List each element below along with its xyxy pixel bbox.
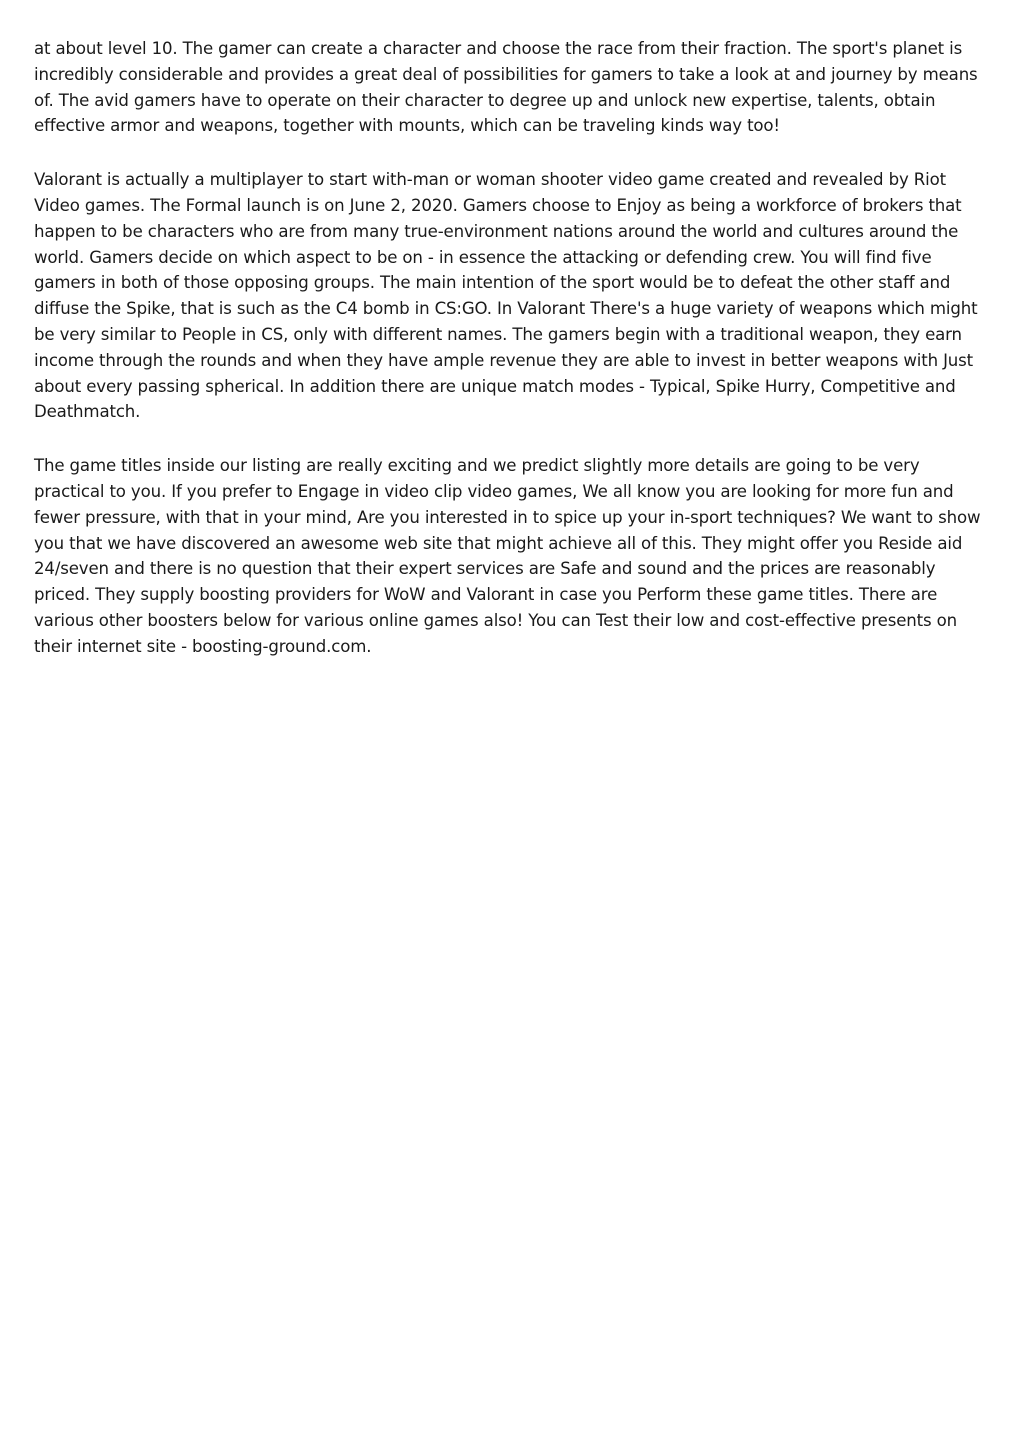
paragraph-wow-intro: at about level 10. The gamer can create a character and choose the race from their fraction. The sport's planet is incredibly considerable and provides a great deal of possibilities for gamers to take a look at and journey by means of. The avid gamers have to operate on their character to degree up and unlock new expertise, talents, obtain effective armor and weapons, together with mounts, which can be traveling kinds way too! <box>34 39 978 136</box>
paragraph-boosting: The game titles inside our listing are really exciting and we predict slightly more details are going to be very practical to you. If you prefer to Engage in video clip video games, We all know you are looking for more fun and fewer pressure, with that in your mind, Are you interested in to spice up your in-sport techniques? We want to show you that we have discovered an awesome web site that might achieve all of this. They might offer you Reside aid 24/seven and there is no question that their expert services are Safe and sound and the prices are reasonably priced. They supply boosting providers for WoW and Valorant in case you Perform these game titles. There are various other boosters below for various online games also! You can Test their low and cost-effective presents on their internet site - boosting-ground.com. <box>34 456 981 656</box>
document-page <box>34 36 990 688</box>
paragraph-valorant: Valorant is actually a multiplayer to start with-man or woman shooter video game created and revealed by Riot Video games. The Formal launch is on June 2, 2020. Gamers choose to Enjoy as being a workforce of brokers that happen to be characters who are from many true-environment nations around the world and cultures around the world. Gamers decide on which aspect to be on - in essence the attacking or defending crew. You will find five gamers in both of those opposing groups. The main intention of the sport would be to defeat the other staff and diffuse the Spike, that is such as the C4 bomb in CS:GO. In Valorant There's a huge variety of weapons which might be very similar to People in CS, only with different names. The gamers begin with a traditional weapon, they earn income through the rounds and when they have ample revenue they are able to invest in better weapons with Just about every passing spherical. In addition there are unique match modes - Typical, Spike Hurry, Competitive and Deathmatch. <box>34 170 978 422</box>
